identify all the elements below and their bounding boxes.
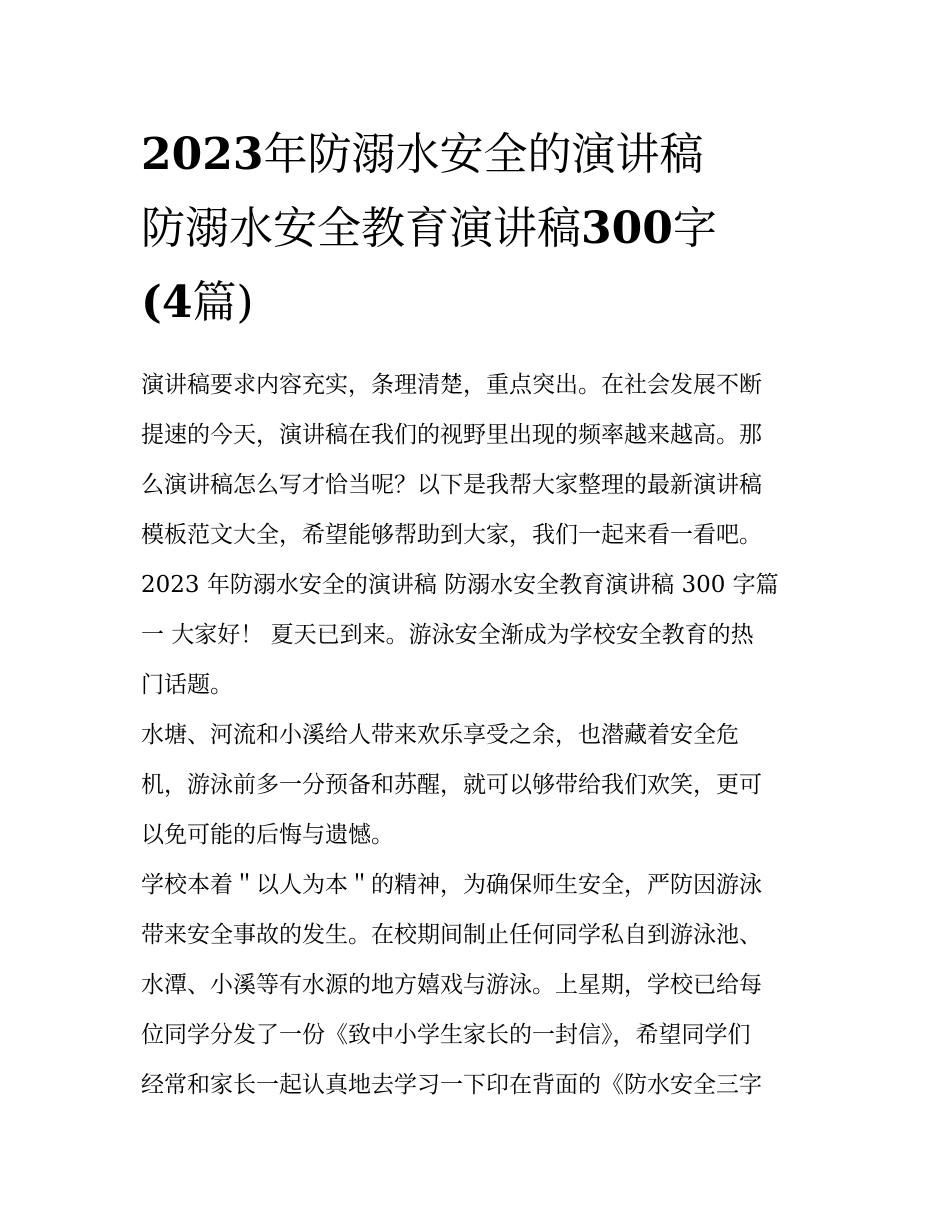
document-body [141,360,813,1110]
document-page [141,118,813,1110]
paragraph-line: 演讲稿要求内容充实，条理清楚，重点突出。在社会发展不断 [141,372,762,398]
paragraph-line: 位同学分发了一份《致中小学生家长的一封信》，希望同学们 [141,1022,751,1048]
title-line-3: (4篇) [141,277,254,328]
paragraph-line: 带来安全事故的发生。在校期间制止任何同学私自到游泳池、 [141,922,762,948]
paragraph-line: 经常和家长一起认真地去学习一下印在背面的《防水安全三字 [141,1072,762,1098]
paragraph-school-policy [141,860,813,1110]
title-line-1: 2023年防溺水安全的演讲稿 [141,129,704,180]
paragraph-line: 以免可能的后悔与遗憾。 [141,822,394,848]
title-line-2: 防溺水安全教育演讲稿300字 [141,203,717,254]
paragraph-line: 提速的今天，演讲稿在我们的视野里出现的频率越来越高。那 [141,422,762,448]
paragraph-line: 2023 年防溺水安全的演讲稿 防溺水安全教育演讲稿 300 字篇 [141,572,779,598]
paragraph-line: 学校本着＂以人为本＂的精神，为确保师生安全，严防因游泳 [141,872,762,898]
paragraph-intro [141,360,813,560]
paragraph-water-danger [141,710,813,860]
paragraph-line: 机，游泳前多一分预备和苏醒，就可以够带给我们欢笑，更可 [141,772,762,798]
paragraph-line: 水潭、小溪等有水源的地方嬉戏与游泳。上星期，学校已给每 [141,972,762,998]
paragraph-line: 么演讲稿怎么写才恰当呢？以下是我帮大家整理的最新演讲稿 [141,472,762,498]
paragraph-line: 门话题。 [141,672,233,698]
paragraph-line: 水塘、河流和小溪给人带来欢乐享受之余，也潜藏着安全危 [141,722,739,748]
paragraph-heading-greeting [141,560,813,710]
document-title [141,118,813,340]
paragraph-line: 模板范文大全，希望能够帮助到大家，我们一起来看一看吧。 [141,522,762,548]
paragraph-line: 一 大家好！ 夏天已到来。游泳安全渐成为学校安全教育的热 [141,622,754,648]
